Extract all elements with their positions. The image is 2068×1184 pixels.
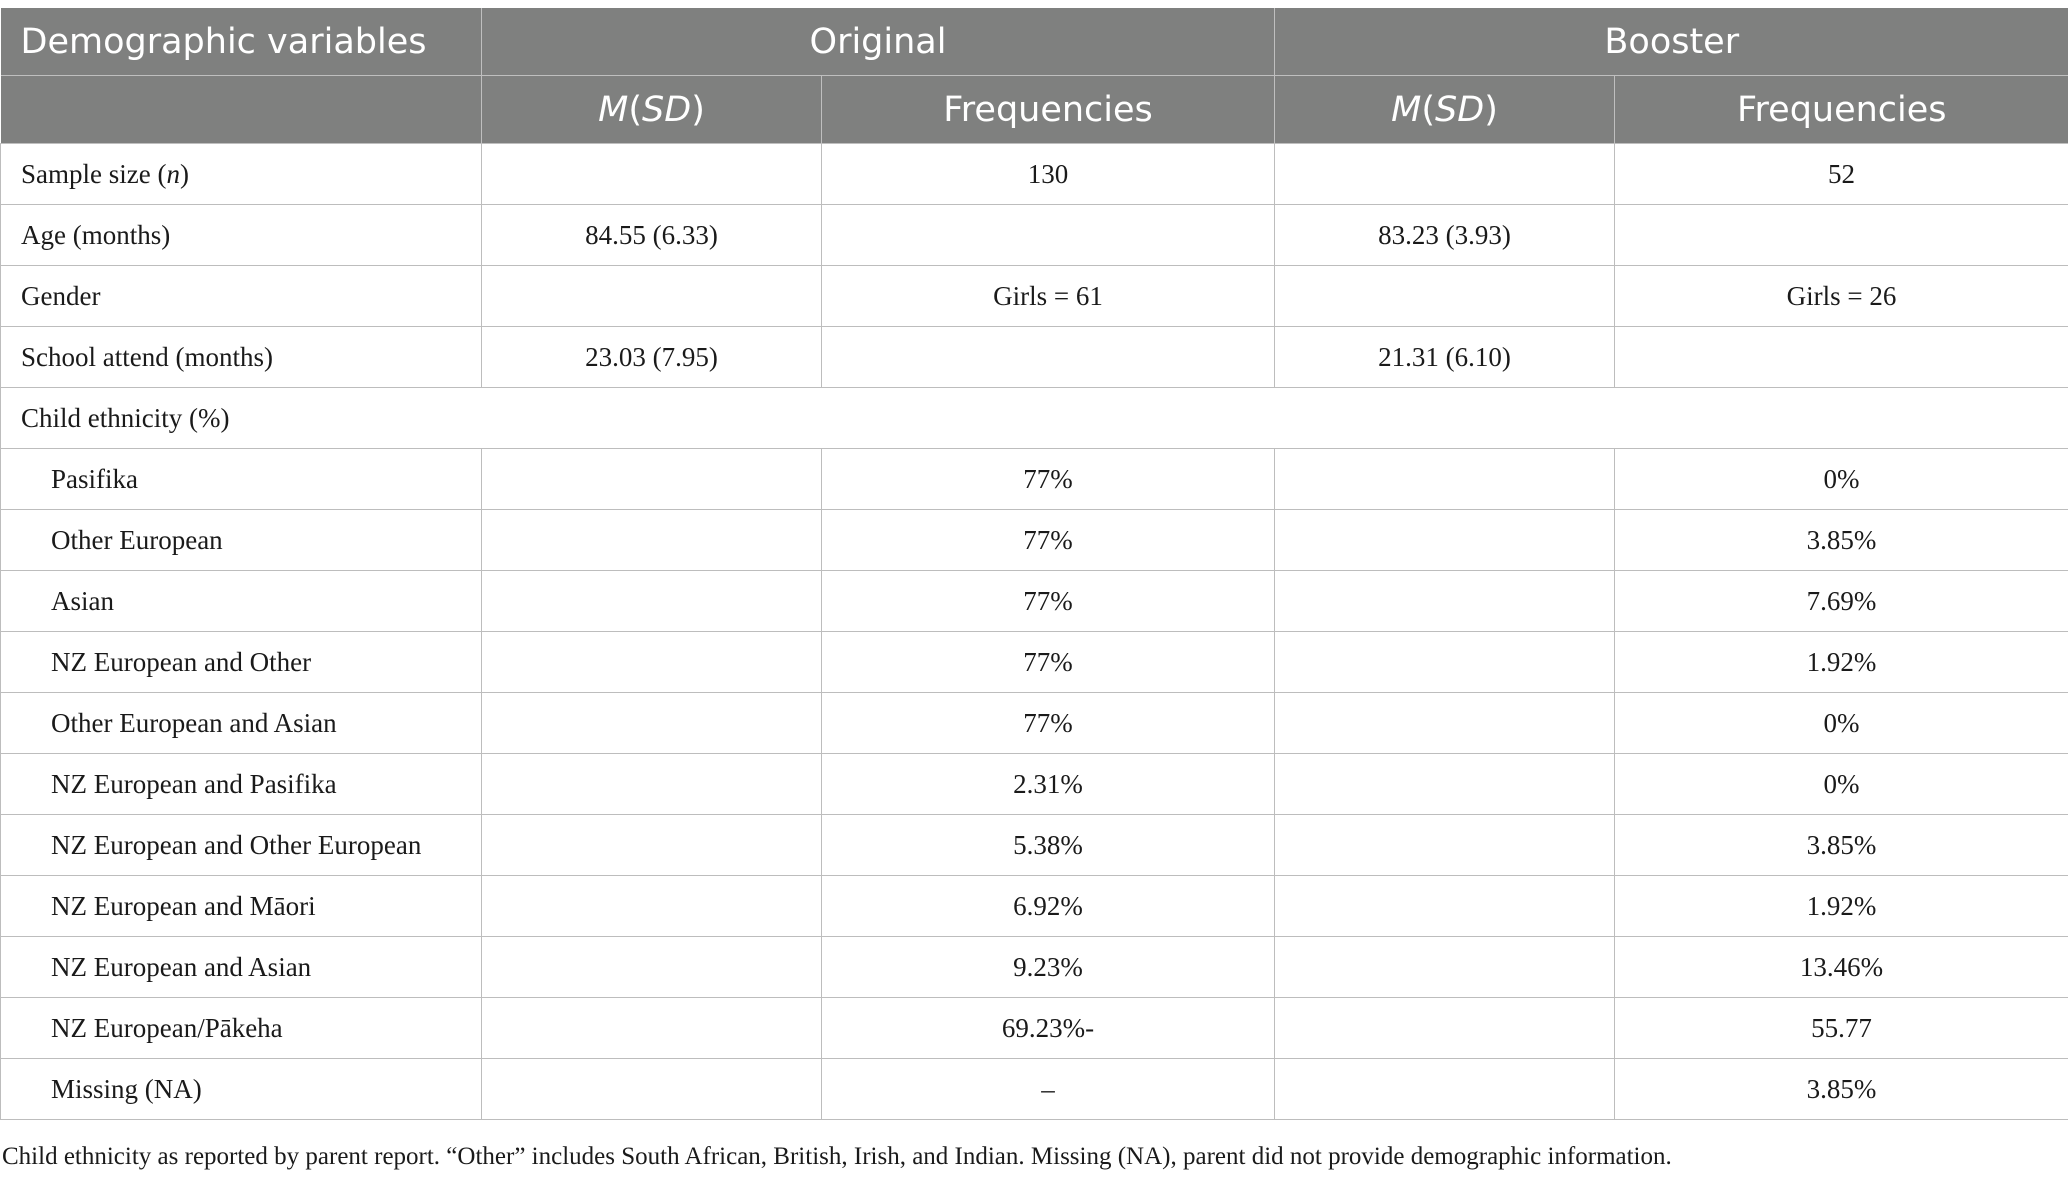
cell-booster-msd [1275,754,1615,815]
cell-original-msd [482,449,822,510]
cell-original-msd: 23.03 (7.95) [482,327,822,388]
cell-original-msd [482,266,822,327]
cell-booster-msd: 83.23 (3.93) [1275,205,1615,266]
cell-original-msd [482,510,822,571]
cell-original-frequency [822,327,1275,388]
cell-booster-frequency: Girls = 26 [1615,266,2068,327]
table-row [1,815,2068,876]
row-label: Other European [1,510,482,571]
cell-original-msd [482,754,822,815]
cell-original-frequency: Girls = 61 [822,266,1275,327]
cell-booster-msd: 21.31 (6.10) [1275,327,1615,388]
cell-booster-frequency: 55.77 [1615,998,2068,1059]
cell-original-frequency: 5.38% [822,815,1275,876]
header-m-text: M [1391,89,1422,130]
cell-booster-frequency: 3.85% [1615,1059,2068,1120]
table-row [1,693,2068,754]
cell-original-frequency: 9.23% [822,937,1275,998]
header-sd-text: SD [642,89,692,130]
table-header [1,8,2068,144]
cell-booster-frequency: 3.85% [1615,815,2068,876]
header-paren-close: ) [691,89,705,130]
cell-original-msd [482,815,822,876]
cell-booster-frequency: 3.85% [1615,510,2068,571]
cell-booster-msd [1275,266,1615,327]
cell-original-frequency: 130 [822,144,1275,205]
table-footnote: Child ethnicity as reported by parent report. “Other” includes South African, British, Irish, and Indian. Missing (NA), parent did not provide demographic information. [2,1143,1672,1170]
cell-original-msd [482,1059,822,1120]
cell-booster-frequency: 1.92% [1615,876,2068,937]
cell-booster-msd [1275,693,1615,754]
table-row [1,327,2068,388]
header-m-text: M [598,89,629,130]
table-row [1,205,2068,266]
header-empty-cell [1,76,482,144]
row-label: NZ European and Asian [1,937,482,998]
header-booster-msd [1275,76,1615,144]
cell-booster-frequency: 52 [1615,144,2068,205]
demographics-table [0,8,2068,1120]
header-original-frequencies: Frequencies [822,76,1275,144]
header-original-msd [482,76,822,144]
cell-original-frequency: 77% [822,693,1275,754]
row-label: Other European and Asian [1,693,482,754]
cell-original-frequency: 6.92% [822,876,1275,937]
table-row [1,937,2068,998]
row-label: NZ European/Pākeha [1,998,482,1059]
row-label: NZ European and Other European [1,815,482,876]
cell-booster-frequency: 1.92% [1615,632,2068,693]
section-row-child-ethnicity [1,388,2068,449]
cell-original-msd [482,998,822,1059]
cell-booster-frequency: 7.69% [1615,571,2068,632]
header-group-booster: Booster [1275,8,2068,76]
table-row [1,632,2068,693]
cell-original-msd [482,937,822,998]
cell-booster-msd [1275,510,1615,571]
cell-booster-frequency: 0% [1615,754,2068,815]
table-row [1,266,2068,327]
cell-original-msd [482,571,822,632]
row-label: Age (months) [1,205,482,266]
table-body [1,144,2068,1120]
cell-original-frequency: 77% [822,510,1275,571]
table-row [1,571,2068,632]
cell-booster-frequency [1615,205,2068,266]
cell-original-frequency: 77% [822,449,1275,510]
section-label-child-ethnicity: Child ethnicity (%) [1,388,2068,449]
cell-booster-msd [1275,632,1615,693]
table-row [1,754,2068,815]
table-row [1,144,2068,205]
cell-original-frequency: – [822,1059,1275,1120]
cell-booster-msd [1275,571,1615,632]
cell-booster-msd [1275,144,1615,205]
cell-original-msd: 84.55 (6.33) [482,205,822,266]
table-row [1,510,2068,571]
cell-booster-frequency: 13.46% [1615,937,2068,998]
table-row [1,998,2068,1059]
row-label-suffix: ) [179,158,189,189]
cell-original-frequency: 2.31% [822,754,1275,815]
row-label: Missing (NA) [1,1059,482,1120]
cell-original-msd [482,144,822,205]
cell-booster-msd [1275,937,1615,998]
cell-original-msd [482,632,822,693]
cell-original-frequency: 77% [822,632,1275,693]
header-booster-frequencies: Frequencies [1615,76,2068,144]
row-label: Gender [1,266,482,327]
row-label [1,144,482,205]
table-row [1,876,2068,937]
cell-booster-msd [1275,449,1615,510]
cell-original-msd [482,693,822,754]
row-label: NZ European and Pasifika [1,754,482,815]
row-label: School attend (months) [1,327,482,388]
header-paren-open: ( [628,89,643,130]
row-label: NZ European and Māori [1,876,482,937]
row-label-italic: n [166,158,180,189]
row-label: NZ European and Other [1,632,482,693]
cell-booster-msd [1275,876,1615,937]
demographics-table-container [0,8,2068,1120]
cell-original-msd [482,876,822,937]
cell-original-frequency: 69.23%- [822,998,1275,1059]
header-sd-text: SD [1435,89,1485,130]
cell-booster-frequency: 0% [1615,449,2068,510]
cell-original-frequency [822,205,1275,266]
cell-booster-frequency [1615,327,2068,388]
table-row [1,449,2068,510]
cell-original-frequency: 77% [822,571,1275,632]
header-group-original: Original [482,8,1275,76]
row-label: Pasifika [1,449,482,510]
cell-booster-frequency: 0% [1615,693,2068,754]
row-label: Asian [1,571,482,632]
cell-booster-msd [1275,1059,1615,1120]
header-demographic-variables: Demographic variables [1,8,482,76]
table-row [1,1059,2068,1120]
cell-booster-msd [1275,815,1615,876]
cell-booster-msd [1275,998,1615,1059]
header-paren-close: ) [1484,89,1498,130]
header-paren-open: ( [1421,89,1436,130]
header-row-groups [1,8,2068,76]
row-label-text: Sample size ( [21,158,167,189]
header-row-subcolumns [1,76,2068,144]
